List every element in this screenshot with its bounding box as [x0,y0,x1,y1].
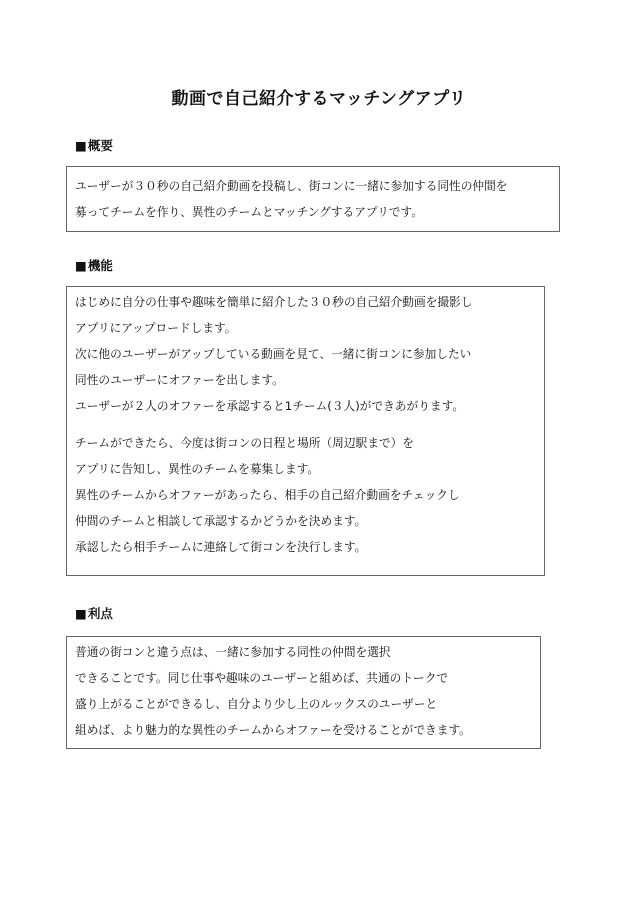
features-box [66,286,545,576]
merits-line: 組めば、より魅力的な異性のチームからオファーを受けることができます。 [75,723,471,737]
features-line: 承認したら相手チームに連絡して街コンを決行します。 [75,540,367,554]
features-line: 仲間のチームと相談して承認するかどうかを決めます。 [75,514,367,528]
square-bullet-icon: ■ [75,606,87,621]
features-line: アプリに告知し、異性のチームを募集します。 [75,462,320,476]
features-line: アプリにアップロードします。 [75,321,237,335]
features-line: 次に他のユーザーがアップしている動画を見て、一緒に街コンに参加したい [75,347,472,361]
section-heading-features [75,256,113,274]
section-heading-label: 概要 [87,138,113,153]
features-line: 同性のユーザーにオファーを出します。 [75,373,284,387]
document-title: 動画で自己紹介するマッチングアプリ [171,89,467,109]
overview-line: 募ってチームを作り、異性のチームとマッチングするアプリです。 [75,205,423,219]
section-heading-label: 利点 [87,606,113,621]
overview-line: ユーザーが３０秒の自己紹介動画を投稿し、街コンに一緒に参加する同性の仲間を [75,179,508,193]
merits-line: 盛り上がることができるし、自分より少し上のルックスのユーザーと [75,697,438,711]
square-bullet-icon: ■ [75,138,87,153]
features-line: 異性のチームからオファーがあったら、相手の自己紹介動画をチェックし [75,488,460,502]
overview-box [66,166,560,232]
section-heading-label: 機能 [87,258,113,273]
merits-box [66,636,541,749]
section-heading-merits [75,604,113,622]
features-line: はじめに自分の仕事や趣味を簡単に紹介した３０秒の自己紹介動画を撮影し [75,295,473,309]
square-bullet-icon: ■ [75,258,87,273]
section-heading-overview [75,136,113,154]
features-line: チームができたら、今度は街コンの日程と場所（周辺駅まで）を [75,436,414,450]
merits-line: できることです。同じ仕事や趣味のユーザーと組めば、共通のトークで [75,671,449,685]
features-line: ユーザーが２人のオファーを承認すると1チーム(３人)ができあがります。 [75,399,465,413]
paragraph-gap [75,419,536,430]
merits-line: 普通の街コンと違う点は、一緒に参加する同性の仲間を選択 [75,645,391,659]
